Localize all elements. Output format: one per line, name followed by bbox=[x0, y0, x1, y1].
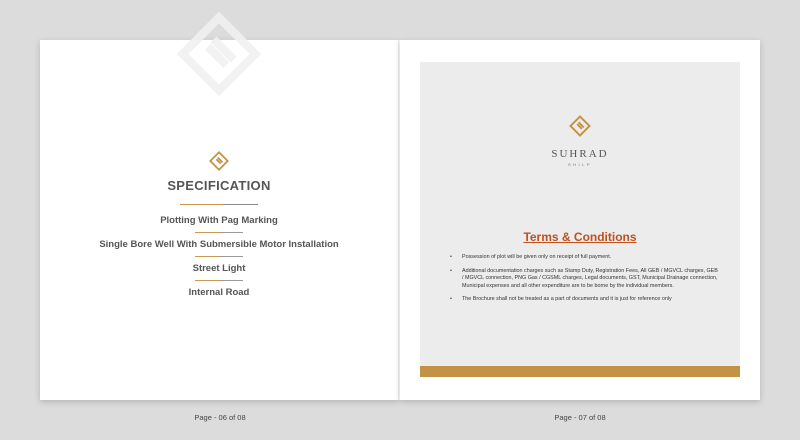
terms-item bbox=[450, 254, 720, 262]
spec-item: Plotting With Pag Marking bbox=[160, 215, 278, 226]
brand-logo-icon bbox=[568, 114, 592, 138]
terms-item-text: Additional documentation charges such as Stamp Duty, Registration Fees, All GEB / MGVCL charges, GEB / MGVCL connection, PNG Gas / CGSML charges, Legal documents, GST, Municipal Drainage connection, Municipal expenses and all other expenditure are to be borne by the individual members. bbox=[462, 267, 718, 289]
terms-item-text: Possession of plot will be given only on receipt of full payment. bbox=[462, 254, 612, 260]
gold-footer-bar bbox=[420, 366, 740, 377]
bullet-icon: • bbox=[450, 296, 452, 303]
page-number-left: Page - 06 of 08 bbox=[194, 413, 246, 422]
brand-name: SUHRAD bbox=[551, 148, 609, 160]
divider bbox=[195, 256, 243, 257]
spec-item: Single Bore Well With Submersible Motor Installation bbox=[99, 239, 339, 250]
terms-item bbox=[450, 296, 720, 304]
bullet-icon: • bbox=[450, 254, 452, 260]
spec-item: Internal Road bbox=[188, 287, 250, 298]
brand-diamond-icon bbox=[208, 150, 230, 172]
page-number-right: Page - 07 of 08 bbox=[554, 413, 606, 422]
watermark-logo-icon bbox=[173, 8, 265, 100]
terms-list bbox=[450, 254, 720, 310]
divider bbox=[180, 204, 258, 205]
specification-heading: SPECIFICATION bbox=[167, 178, 271, 193]
specification-block bbox=[40, 150, 398, 299]
terms-item bbox=[450, 268, 720, 291]
terms-title: Terms & Conditions bbox=[523, 230, 637, 244]
divider bbox=[195, 280, 243, 281]
terms-panel bbox=[420, 62, 740, 377]
bullet-icon: • bbox=[450, 267, 452, 274]
divider bbox=[195, 232, 243, 233]
left-page bbox=[40, 40, 398, 400]
right-page bbox=[400, 40, 760, 400]
brand-subtitle: SHILP bbox=[567, 162, 593, 167]
spec-item: Street Light bbox=[192, 263, 246, 274]
terms-item-text: The Brochure shall not be treated as a part of documents and it is just for reference only bbox=[462, 296, 672, 303]
